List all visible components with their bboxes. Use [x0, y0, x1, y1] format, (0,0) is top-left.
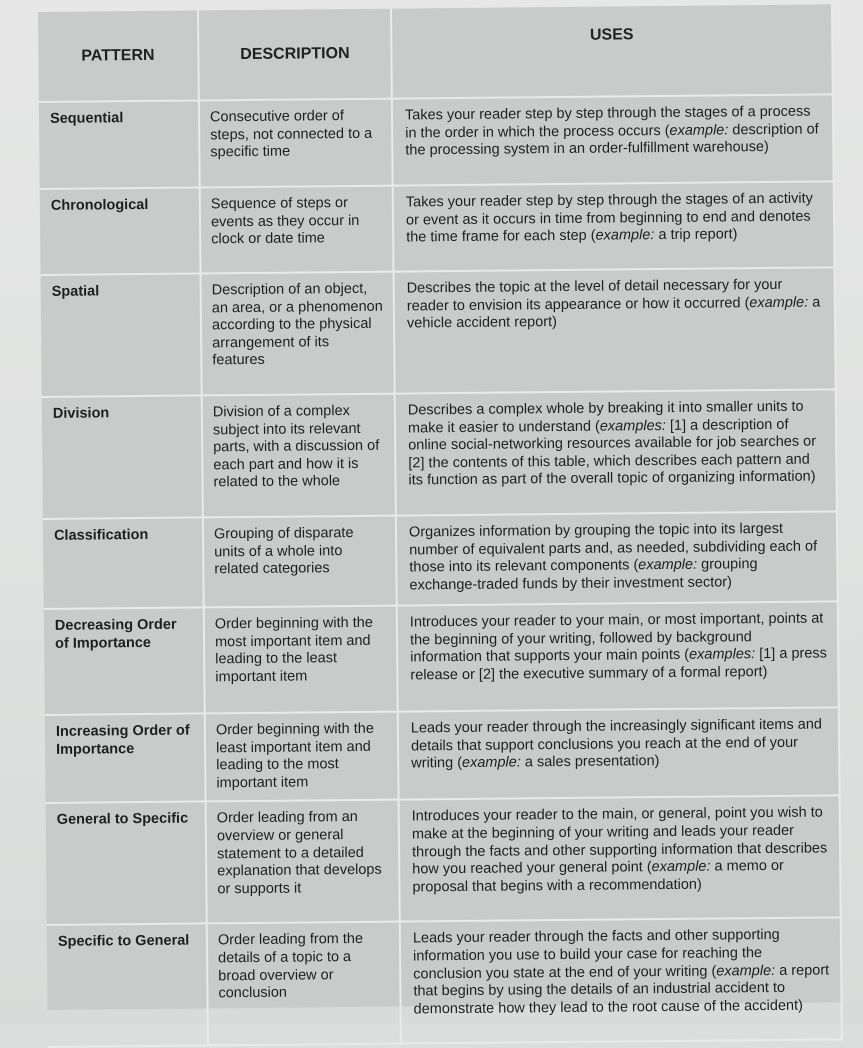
- pattern-cell: Division: [42, 395, 203, 519]
- table-row: [43, 511, 838, 609]
- description-cell: Order beginning with the least important item and leading to the most important item: [205, 712, 399, 802]
- uses-text-end: grouping exchange-traded funds by their investment sector): [409, 556, 758, 594]
- uses-text: Takes your reader step by step through the stages of an activity or event as it occurs in time from beginning to end and denotes the time frame for each step (: [405, 190, 813, 246]
- uses-cell: [397, 601, 839, 711]
- description-cell: Order leading from an overview or general statement to a detailed explanation that develops or supports it: [206, 800, 400, 924]
- organization-patterns-table: [38, 4, 843, 1048]
- uses-cell: [393, 181, 835, 271]
- table-row: [39, 94, 834, 189]
- table-row: [45, 707, 840, 803]
- uses-example-label: example:: [651, 858, 711, 876]
- uses-text: Describes the topic at the level of detail necessary for your reader to envision its appearance or how it occurred (: [406, 276, 783, 315]
- pattern-cell: Specific to General: [47, 924, 208, 1048]
- table-row: [46, 796, 841, 926]
- table-row: [42, 389, 837, 519]
- header-row: [38, 4, 833, 102]
- description-cell: Description of an object, an area, or a phenomenon according to the physical arrangement of its features: [201, 272, 395, 396]
- uses-text-end: a sales presentation): [520, 753, 660, 771]
- uses-text-end: a vehicle accident report): [406, 294, 821, 332]
- table-row: [47, 918, 842, 1048]
- description-cell: Order leading from the details of a topic to a broad overview or conclusion: [207, 922, 401, 1046]
- pattern-cell: Classification: [43, 517, 204, 609]
- table-row: [44, 601, 839, 715]
- table-row: [40, 181, 835, 275]
- description-cell: Division of a complex subject into its relevant parts, with a discussion of each part and how it is related to the whole: [202, 394, 396, 518]
- uses-example-label: example:: [595, 227, 655, 244]
- uses-example-label: examples:: [688, 646, 756, 663]
- uses-text: Leads your reader through the facts and other supporting information you use to build your case for reaching the conclusion you state at the end of your writing (: [412, 927, 780, 983]
- description-column-header: DESCRIPTION: [198, 9, 392, 101]
- uses-cell: [400, 918, 842, 1044]
- uses-text: Introduces your reader to the main, or general, point you wish to make at the beginning of your writing and leads your reader through the facts and other supporting information that describes how you reached your general point (: [411, 804, 828, 878]
- uses-column-header: USES: [391, 4, 833, 98]
- uses-text-end: [1] a press release or [2] the executive summary of a formal report): [410, 645, 827, 684]
- pattern-cell: General to Specific: [46, 802, 207, 926]
- uses-cell: [394, 267, 836, 393]
- uses-text: Leads your reader through the increasingly significant items and details that support conclusions you reach at the end of your writing (: [410, 716, 823, 772]
- uses-text-end: description of the processing system in an order-fulfillment warehouse): [405, 121, 819, 159]
- uses-text-end: a trip report): [654, 226, 738, 244]
- pattern-cell: Increasing Order of Importance: [45, 713, 206, 803]
- uses-example-label: example:: [716, 962, 776, 980]
- uses-cell: [392, 94, 834, 185]
- description-cell: Grouping of disparate units of a whole into related categories: [203, 516, 397, 608]
- uses-text-end: a memo or proposal that begins with a recommendation): [412, 858, 784, 896]
- pattern-cell: Sequential: [39, 100, 200, 189]
- uses-example-label: examples:: [599, 417, 666, 435]
- table-row: [41, 267, 836, 397]
- pattern-column-header: PATTERN: [38, 10, 199, 102]
- uses-cell: [395, 389, 837, 515]
- uses-cell: [399, 796, 841, 922]
- pattern-cell: Chronological: [40, 187, 201, 275]
- pattern-cell: Decreasing Order of Importance: [44, 607, 205, 715]
- uses-text: Takes your reader step by step through the stages of a process in the order in which the process occurs (: [404, 103, 811, 142]
- uses-cell: [398, 707, 840, 800]
- uses-text: Introduces your reader to your main, or most important, points at the beginning of your writing, followed by background information that supports your main points (: [409, 610, 824, 666]
- description-cell: Sequence of steps or events as they occur in clock or date time: [200, 186, 394, 274]
- uses-cell: [396, 511, 838, 605]
- uses-example-label: example:: [638, 556, 698, 574]
- patterns-table: [38, 4, 842, 1018]
- table-body: [39, 94, 842, 1047]
- uses-example-label: example:: [669, 121, 729, 139]
- description-cell: Consecutive order of steps, not connected to a specific time: [199, 99, 393, 188]
- uses-text-end: a report that begins by using the details of an industrial accident to demonstrate how they lead to the root cause of the accident): [413, 962, 830, 1018]
- uses-example-label: example:: [749, 294, 809, 311]
- uses-example-label: example:: [461, 754, 521, 772]
- uses-text: Organizes information by grouping the topic into its largest number of equivalent parts and, as needed, subdividing each of those into its relevant components (: [408, 520, 818, 576]
- pattern-cell: Spatial: [41, 273, 202, 397]
- description-cell: Order beginning with the most important item and leading to the least important item: [204, 606, 398, 714]
- uses-text-end: [1] a description of online social-networking resources available for job searches or [2] the contents of this table, which describes each pattern and its function as part of the overall topic of organizing information): [408, 416, 817, 489]
- table-header: [38, 4, 833, 102]
- uses-text: Describes a complex whole by breaking it into smaller units to make it easier to understand (: [407, 398, 804, 437]
